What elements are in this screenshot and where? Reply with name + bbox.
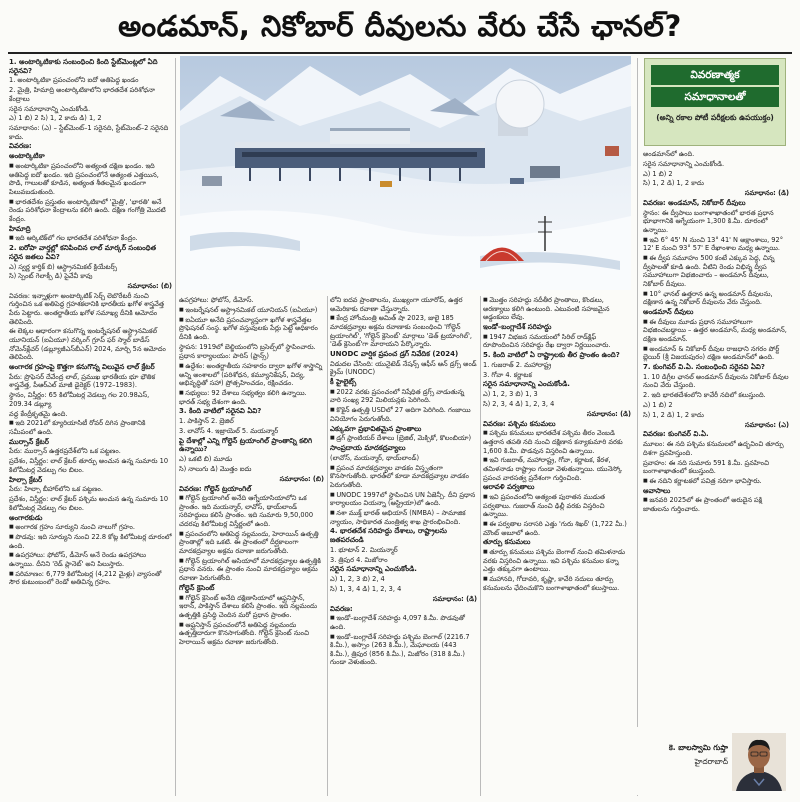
paragraph: ■ గోల్డెన్ క్రెసెంట్ అనేది దక్షిణాసియాలో ఆఫ్ఘనిస్తాన్, ఇరాన్, పాకిస్తాన్ దేశాలు కలిసే ప్రాంతం. ఇది నల్లమందు ఉత్పత్తికి ప్రసిద్ధి చెందిన మరో ప్రధాన ప్రాంతం. [179, 594, 324, 620]
paragraph-heading: వివరణ: గోల్డెన్ ట్రయాంగిల్ [179, 484, 252, 493]
column-divider [637, 58, 638, 796]
paragraph: 1. గుజరాత్ 2. మహారాష్ట్ర [483, 360, 552, 369]
paragraph: ■ ఆఫ్ఘనిస్తాన్ ప్రపంచంలోనే అతిపెద్ద నల్లమందు ఉత్పత్తిదారుగా కొనసాగుతోంది. గోల్డెన్ క్రెసెంట్ నుంచి హెరాయిన్ అక్రమ రవాణా జరుగుతోంది. [179, 621, 324, 647]
paragraph: ఉపగ్రహాలు: ఫోబోస్, డీమోస్. [179, 296, 254, 304]
paragraph: విడుదల చేసింది: యునైటెడ్ నేషన్స్ ఆఫీస్ ఆన్ డ్రగ్స్ అండ్ క్రైమ్ (UNODC) [330, 359, 477, 377]
paragraph: ■ ఐఏయూ అనేది ప్రపంచవ్యాప్తంగా ఖగోళ శాస్త్రవేత్తల ప్రొఫెషనల్ సంస్థ. ఖగోళ వస్తువులకు పేర్లు పెట్టే అధికారం దీనికి ఉంది. [179, 316, 324, 342]
paragraph: ■ ప్రపంచ మాదకద్రవ్యాల వాడకం విస్తృతంగా కొనసాగుతోంది. భారత్‌లో కూడా మాదకద్రవ్యాల వాడకం పెరుగుతోంది. [330, 464, 477, 490]
paragraph: సి) 1, 2 డి) 1, 2 కాదు [643, 179, 704, 188]
answer-line: సమాధానం: (బి) [127, 282, 172, 291]
paragraph: 1. 10 డిగ్రీల ఛానల్ అండమాన్ దీవులను నికోబార్ దీవుల నుంచి వేరు చేస్తుంది. [643, 372, 789, 390]
paragraph-heading: అండమాన్ దీవులు [643, 307, 694, 316]
paragraph: ■ సభ్యులు: 92 దేశాలు సభ్యత్వం కలిగి ఉన్నాయి. భారత్ సభ్య దేశంగా ఉంది. [179, 389, 324, 406]
paragraph: 1. పాకిస్తాన్ 2. బ్రెజిల్ [179, 417, 234, 426]
author-block [636, 727, 786, 795]
paragraph: ■ తూర్పు కనుమలు పశ్చిమ బెంగాల్ నుంచి తమిళనాడు వరకు విస్తరించి ఉన్నాయి. ఇవి పశ్చిమ కనుమల కన్నా ఎత్తు తక్కువగా ఉంటాయి. [483, 548, 631, 574]
paragraph: సరైన సమాధానాన్ని ఎంచుకోండి. [9, 104, 91, 113]
paragraph-heading: హిమాద్రి [9, 224, 31, 233]
paragraph: ■ UNODC 1997లో స్థాపించిన UN ఏజెన్సీ. దీని ప్రధాన కార్యాలయం వియన్నా (ఆస్ట్రియా)లో ఉంది. [330, 491, 477, 508]
paragraph: అండమాన్‌లో ఉంది. [643, 150, 695, 158]
column-2 [179, 296, 324, 796]
paragraph: ■ కేంద్ర హోంమంత్రి అమిత్ షా 2023, జులై 185 మాదకద్రవ్యాల అక్రమ రవాణాకు సంబంధించి 'గోల్డెన్ ట్రయాంగిల్', 'గోల్డెన్ క్రెసెంట్' మార్గాలు 'డెత్ ట్రయాంగిల్', 'డెత్ క్రెసెంట్'గా మారాయని పేర్కొన్నారు. [330, 314, 477, 348]
paragraph-heading: ముర్సాన్ క్రేటర్ [9, 437, 49, 446]
paragraph: ■ పొడవు: ఇది సూర్యుని నుంచి 22.8 కోట్ల కిలోమీటర్ల దూరంలో ఉంది. [9, 533, 172, 550]
paragraph: సి) స్పెంట్ గెలాక్సీ డి) పైవేవీ కావు [9, 272, 93, 281]
paragraph-heading: UNODC వార్షిక ప్రపంచ డ్రగ్ నివేదిక (2024) [330, 349, 459, 358]
paragraph: ■ ఇవి గుజరాత్, మహారాష్ట్ర, గోవా, కర్ణాటక, కేరళ, తమిళనాడు రాష్ట్రాల గుండా వెళుతున్నాయి. యునెస్కో ప్రపంచ వారసత్వ ప్రదేశంగా గుర్తించింది. [483, 456, 631, 482]
headline: అండమాన్, నికోబార్ దీవులను వేరు చేసే ఛానల్? [118, 9, 682, 43]
paragraph: స్థానం: ఈ ద్వీపాలు బంగాళాఖాతంలో భారత ప్రధాన భూభాగానికి ఆగ్నేయంగా 1,300 కి.మీ. దూరంలో ఉన్నాయి. [643, 208, 774, 234]
paragraph: పేరు: ముర్సాన్ ఉత్తరప్రదేశ్‌లోని ఒక పట్టణం. [9, 447, 121, 456]
paragraph-heading: 3. కింది వాటిలో సరైనవి ఏవి? [179, 407, 262, 416]
paragraph-heading: వివరణ: పశ్చిమ కనుమలు [483, 419, 556, 428]
paragraph: సరైన సమాధానాన్ని ఎంచుకోండి. [643, 159, 725, 168]
paragraph-heading: వివరణ: అండమాన్, నికోబార్ దీవులు [643, 198, 746, 207]
paragraph-heading: సాంప్రదాయ మాదకద్రవ్యాలు [330, 444, 406, 453]
paragraph: ■ ఈ ద్వీప సమూహం 500 కంటే ఎక్కువ పెద్ద, చిన్న ద్వీపాలతో కూడి ఉంది. వీటిని రెండు విభిన్న ద్వీప సమూహాలుగా విభజించారు – అండమాన్ దీవులు, నికోబార్ దీవులు. [643, 254, 789, 288]
paragraph: సమాధానం: (ఎ) – స్టేట్‌మెంట్–1 సరైనది, స్టేట్‌మెంట్–2 సరైనది కాదు. [9, 124, 169, 141]
paragraph: ■ ఈ నదిని కర్ణాటకలో పవిత్ర నదిగా భావిస్తారు. [643, 477, 789, 486]
paragraph-heading: 5. కింది వాటిలో ఏ రాష్ట్రాలకు తీర ప్రాంతం ఉంది? [483, 351, 620, 360]
paragraph: వద్ద కేంద్రీకృతమై ఉంది. [9, 409, 68, 418]
explanatory-answers-callout [644, 58, 786, 146]
paragraph-heading: కీ హైలైట్స్ [330, 378, 357, 387]
paragraph-heading: 4. భారతదేశ సరిహద్దు దేశాలు, రాష్ట్రాలను జతపరచండి [330, 527, 447, 545]
column-1 [9, 58, 172, 796]
paragraph: ■ అంటార్కిటికా ప్రపంచంలోని అత్యంత దక్షిణ ఖండం. ఇది అతిపెద్ద ఐదో ఖండం. ఇది ప్రపంచంలోనే అత్యంత ఎత్తయిన, పొడి, గాలులతో కూడిన, అత్యంత శీతలమైన ఖండంగా పిలువబడుతుంది. [9, 162, 172, 196]
paragraph: ■ ఉపగ్రహాలు: ఫోబోస్, డీమోస్ అనే రెండు ఉపగ్రహాలు ఉన్నాయి. దీనిని 'రెడ్ ప్లానెట్' అని పిలుస్తారు. [9, 551, 172, 568]
paragraph: ■ మొత్తం సరిహద్దు నదీతీర ప్రాంతాలు, కొండలు, అరణ్యాలు కలిగి ఉంటుంది. ఎటువంటి సహజమైన అడ్డంకులు లేవు. [483, 296, 631, 322]
paragraph: ప్రదేశం, విస్తీర్ణం: లాల్ క్రేటర్ తూర్పు అంచున ఉన్న సుమారు 10 కిలోమీటర్ల వెడల్పు గల బిలం. [9, 457, 169, 474]
radome [496, 80, 544, 128]
paragraph: ఎ) 1 బి) 2 [643, 169, 673, 178]
paragraph: ■ అండమాన్ & నికోబార్ దీవుల రాజధాని నగరం పోర్ట్ బ్లెయిర్ (శ్రీ విజయపురం) దక్షిణ అండమాన్‌లో ఉంది. [643, 345, 789, 362]
paragraph: ఈ లెక్కల ఆధారంగా కనుగొన్న ఇంటర్నేషనల్ ఆస్ట్రానమికల్ యూనియన్ (ఐఏయూ) వర్కింగ్ గ్రూప్ ఫర్ స్మాల్ బాడీస్ నోమెన్‌క్లేచర్ (డబ్ల్యూజీఎస్‌బీఎన్) 2024, మార్చి 5న ఆమోదం తెలిపింది. [9, 327, 166, 362]
paragraph: ■ పశ్చిమ కనుమలు భారతదేశ పశ్చిమ తీరం వెంబడి ఉత్తరాన తపతి నది నుంచి దక్షిణాన కన్యాకుమారి వరకు 1,600 కి.మీ. పొడవున విస్తరించి ఉన్నాయి. [483, 429, 631, 455]
paragraph: (లావోస్, మయన్మార్, థాయ్‌లాండ్) [330, 453, 420, 462]
paragraph: 2. మైత్రి, హిమాద్రి అంటార్కిటికాలోని భారతదేశ పరిశోధనా కేంద్రాలు [9, 86, 155, 103]
paragraph-heading: సరైన సమాధానాన్ని ఎంచుకోండి. [330, 565, 417, 574]
paragraph: లోని ఐదవ ప్రాంతాలను, ముఖ్యంగా యూరోప్, ఉత్తర అమెరికాకు రవాణా చేస్తున్నారు. [330, 296, 463, 313]
paragraph: స్థాపన: 1919లో బెల్జియంలోని బ్రసెల్స్‌లో స్థాపించారు. [179, 342, 316, 351]
paragraph-heading: ఆవాసాలు [643, 486, 671, 495]
paragraph: 3. గోవా 4. కర్ణాటక [483, 370, 532, 379]
paragraph: ■ 10° ఛానల్ ఉత్తరాన ఉన్న అండమాన్ దీవులను, దక్షిణాన ఉన్న నికోబార్ దీవులను వేరు చేస్తుంది. [643, 290, 789, 307]
paragraph: ■ గోల్డెన్ ట్రయాంగిల్ ఆసియాలో మాదకద్రవ్యాల ఉత్పత్తికి ప్రధాన వనరు. ఈ ప్రాంతం నుంచి మాదకద్రవ్యాల అక్రమ రవాణా పెరుగుతోంది. [179, 557, 324, 583]
paragraph-heading: 1. అంటార్కిటికాకు సంబంధించి కింది స్టేట్‌మెంట్లలో ఏది సరైనవి? [9, 58, 158, 75]
paragraph: పేరు: హిల్సా బీహార్‌లోని ఒక పట్టణం. [9, 485, 103, 494]
paragraph-heading: గోల్డెన్ క్రెసెంట్ [179, 583, 215, 592]
paragraph: సి) 1, 3, 4 డి) 1, 2, 3, 4 [330, 584, 402, 593]
paragraph: ■ జనవరి 2025లో ఈ ప్రాంతంలో అరుదైన పక్షి జాతులను గుర్తించారు. [643, 496, 789, 513]
paragraph: ■ ఇంటర్నేషనల్ ఆస్ట్రానమికల్ యూనియన్ (ఐఏయూ) [179, 306, 324, 315]
answer-line: సమాధానం: (డి) [586, 409, 631, 418]
research-station-photo [180, 56, 631, 290]
headline-rule [8, 52, 792, 54]
paragraph: మూలం: ఈ నది పశ్చిమ కనుమలలో ఉద్భవించి తూర్పు దిశగా ప్రవహిస్తుంది. [643, 440, 784, 457]
paragraph: ప్రధాన కార్యాలయం: పారిస్ (ఫ్రాన్స్) [179, 352, 269, 361]
paragraph-heading: అంటార్కిటికా [9, 152, 45, 161]
paragraph-heading: హిల్సా క్రేటర్ [9, 475, 43, 484]
paragraph: ■ నశా ముక్త్ భారత్ అభియాన్ (NMBA) – సామాజిక న్యాయం, సాధికారత మంత్రిత్వ శాఖ ప్రారంభించింది. [330, 509, 477, 526]
author-name: కె. బాలస్వామి గుప్తా [668, 743, 728, 752]
paragraph: పేరు: ప్రొఫెసర్ దేవేంద్ర లాల్, ప్రముఖ భారతీయ భూ భౌతిక శాస్త్రవేత్త, పీఆర్ఎల్ మాజీ డైరెక్టర్ (1972–1983). [9, 372, 156, 390]
paragraph: ■ 1947 విభజన సమయంలో సిరిల్ రాడ్‌క్లిఫ్ రూపొందించిన సరిహద్దు రేఖ ద్వారా నిర్ణయించారు. [483, 333, 631, 350]
paragraph: ■ ఈ దీవులు మూడు ప్రధాన సమూహాలుగా విభజించబడ్డాయి – ఉత్తర అండమాన్, మధ్య అండమాన్, దక్షిణ అండమాన్. [643, 318, 789, 344]
paragraph: ప్రవాహం: ఈ నది సుమారు 591 కి.మీ. ప్రవహించి బంగాళాఖాతంలో కలుస్తుంది. [643, 458, 770, 476]
paragraph: ■ 2022 వరకు ప్రపంచంలో నిషేధిత డ్రగ్స్ వాడుతున్న వారి సంఖ్య 292 మిలియన్లకు పెరిగింది. [330, 388, 477, 405]
author-city: హైదరాబాద్ [694, 757, 728, 766]
paragraph-heading: 7. కుంగివర్ వి.ఏ. సంబంధించి సరైనవి ఏవి? [643, 363, 765, 372]
callout-line-2: సమాధానాలతో [651, 87, 779, 107]
paragraph: 3. త్రిపుర 4. మిజోరాం [330, 555, 388, 564]
author-photo [732, 733, 786, 791]
answer-line: సమాధానం: (డి) [432, 594, 477, 603]
paragraph-heading: అంగారక గ్రహంపై కొత్తగా కనుగొన్న విలువైన లాల్ క్రేటర్ [9, 362, 155, 371]
answer-line: సమాధానం: (బి) [279, 474, 324, 483]
paragraph: ■ అంగారక గ్రహం సూర్యుని నుంచి నాలుగో గ్రహం. [9, 523, 172, 532]
paragraph-heading: అంగారకుడు [9, 513, 43, 522]
callout-line-1: వివరణాత్మక [651, 65, 779, 85]
paragraph: సి) 1, 2 డి) 1, 2 కాదు [643, 410, 704, 419]
paragraph: ■ డ్రగ్ ఫ్రాంటియర్ దేశాలు (బ్రెజిల్, మెక్సికో, కొలంబియా) [330, 434, 477, 443]
paragraph-heading: వివరణ: [9, 142, 32, 151]
answer-line: సమాధానం: (ఎ) [745, 420, 789, 429]
paragraph: సి) 2, 3, 4 డి) 1, 2, 3, 4 [483, 400, 555, 409]
paragraph: 1. భూటాన్ 2. మియన్మార్ [330, 545, 398, 554]
paragraph: ■ ఇవి ప్రపంచంలోని అత్యంత పురాతన ముడుత పర్వతాలు. గుజరాత్ నుంచి ఢిల్లీ వరకు విస్తరించి ఉన్నాయి. [483, 493, 631, 519]
paragraph: ఎ) 1 బి) 2 సి) 1, 2 కాదు డి) 1, 2 [9, 114, 102, 123]
paragraph: 3. లావోస్ 4. ఇజ్రాయెల్ 5. మయన్మార్ [179, 427, 279, 435]
paragraph: ఎ) స్వర్ణ కార్తిక్ బి) ఆస్ట్రానమికల్ క్రియేటర్స్ [9, 262, 118, 271]
paragraph: ■ ఈ పర్వతాల సరాసరి ఎత్తు 'గురు శిఖర్' (1,722 మీ.) మౌంట్ అబూలో ఉంది. [483, 520, 631, 537]
paragraph-heading: ఇండో–బంగ్లాదేశ్ సరిహద్దు [483, 322, 552, 331]
paragraph-heading: 2. ఐరోపా వార్తల్లో కనిపించిన లాల్ మార్కర్ సంబంధిత సరైన జతలు ఏవి? [9, 244, 157, 261]
column-4 [483, 296, 631, 726]
paragraph: ■ ప్రపంచంలోని అతిపెద్ద నల్లమందు, హెరాయిన్ ఉత్పత్తి ప్రాంతాల్లో ఇది ఒకటి. ఈ ప్రాంతంలో దీర్ఘకాలంగా మాదకద్రవ్యాల అక్రమ రవాణా జరుగుతోంది. [179, 530, 324, 556]
paragraph: స్థానం, విస్తీర్ణం: 65 కిలోమీటర్ల వెడల్పు గల 20.98ఎస్, 209.34 డబ్ల్యూ [9, 391, 150, 408]
paragraph: సి) నాలుగు డి) మొత్తం ఐదు [179, 464, 252, 473]
paragraph: ■ ఇండో–బంగ్లాదేశ్ సరిహద్దు పశ్చిమ బెంగాల్ (2216.7 కి.మీ.), అస్సాం (263 కి.మీ.), మేఘాలయ (443 కి.మీ.), త్రిపుర (856 కి.మీ.), మిజోరం (318 కి.మీ.) గుండా వెళుతుంది. [330, 633, 477, 667]
paragraph-heading: వివరణ: [330, 604, 353, 613]
column-5 [643, 150, 789, 796]
paragraph: ■ ఇండో–బంగ్లాదేశ్ సరిహద్దు 4,097 కి.మీ. పొడవుతో ఉంది. [330, 614, 477, 631]
paragraph: 1. అంటార్కిటికా ప్రపంచంలోని ఐదో అతిపెద్ద ఖండం [9, 76, 139, 85]
paragraph: ■ మహానది, గోదావరి, కృష్ణా, కావేరి నదులు తూర్పు కనుమలను ఛేదించుకొని బంగాళాఖాతంలో కలుస్తాయి. [483, 575, 631, 592]
column-divider [327, 296, 328, 796]
paragraph: ■ ఇవి 6° 45' N నుంచి 13° 41' N అక్షాంశాలు, 92° 12' E నుంచి 93° 57' E రేఖాంశాల మధ్య ఉన్నాయి. [643, 236, 789, 253]
column-divider [480, 296, 481, 796]
paragraph-heading: పై దేశాల్లో ఎన్ని గోల్డెన్ ట్రయాంగిల్ ప్రాంతాన్ని కలిగి ఉన్నాయి? [179, 436, 313, 454]
column-3 [330, 296, 477, 796]
research-station-illustration [180, 56, 631, 290]
paragraph: ■ ఉద్దేశం: అంతర్జాతీయ సహకారం ద్వారా ఖగోళ శాస్త్రాన్ని అన్ని అంశాలలో (పరిశోధన, కమ్యూనికేషన్, విద్య, అభివృద్ధితో సహా) ప్రోత్సహించడం, రక్షించడం. [179, 362, 324, 388]
paragraph-heading: ఎక్కువగా ప్రభావితమైన ప్రాంతాలు [330, 424, 422, 433]
column-divider [175, 58, 176, 796]
paragraph: ప్రదేశం, విస్తీర్ణం: లాల్ క్రేటర్ పశ్చిమ అంచున ఉన్న సుమారు 10 కిలోమీటర్ల వెడల్పు గల బిలం. [9, 495, 169, 512]
paragraph-heading: సరైన సమాధానాన్ని ఎంచుకోండి. [483, 380, 570, 389]
paragraph-heading: ఆరావళి పర్వతాలు [483, 483, 535, 492]
paragraph-heading: తూర్పు కనుమలు [483, 538, 531, 547]
answer-line: సమాధానం: (డి) [744, 189, 789, 198]
paragraph-heading: వివరణ: కుంగివర్ వి.ఏ. [643, 430, 709, 439]
paragraph: ఎ) 1 బి) 2 [643, 401, 673, 410]
paragraph: ■ ఇది ఆర్కిటిక్‌లో గల భారతదేశ పరిశోధనా కేంద్రం. [9, 234, 172, 243]
paragraph: ■ పరిమాణం: 6,779 కిలోమీటర్ల (4,212 మైళ్లు) వ్యాసంతో సౌర కుటుంబంలో రెండో అతిచిన్న గ్రహం. [9, 570, 172, 587]
paragraph: ■ గోల్డెన్ ట్రయాంగిల్ అనేది ఆగ్నేయాసియాలోని ఒక ప్రాంతం. ఇది మయన్మార్, లావోస్, థాయ్‌లాండ్ సరిహద్దులు కలిసే ప్రాంతం. ఇది సుమారు 9,50,000 చదరపు కిలోమీటర్ల విస్తీర్ణంలో ఉంది. [179, 494, 324, 528]
paragraph: ■ భారతదేశం ప్రస్తుతం అంటార్కిటికాలో 'మైత్రి', 'భారతి' అనే రెండు పరిశోధనా కేంద్రాలను కలిగి ఉంది. దక్షిణ గంగోత్రి మొదటి కేంద్రం. [9, 198, 172, 224]
paragraph: ■ ఇది 2021లో క్యూరియాసిటీ రోవర్ దిగిన ప్రాంతానికి సమీపంలో ఉంది. [9, 419, 172, 436]
paragraph: ఎ) 1, 2, 3 బి) 2, 4 [330, 575, 385, 584]
paragraph: ■ కొకైన్ ఉత్పత్తి USDలో 27 అదిగా పెరిగింది. గంజాయి వినియోగం పెరుగుతోంది. [330, 406, 477, 423]
paragraph: వివరణ: ఇన్నాళ్లుగా అంటార్కిటిక్ సెర్చ్ లెబొరేటరీ నుంచి గుర్తించిన ఒక అతిపెద్ద గ్రహశకలానికి భారతీయ ఖగోళ శాస్త్రవేత్త పేరు పెట్టారు. అంతర్జాతీయ ఖగోళ సమాఖ్య దీనికి ఆమోదం తెలిపింది. [9, 291, 164, 326]
paragraph: ఎ) 1, 2, 3 బి) 1, 3 [483, 390, 538, 399]
paragraph: 2. ఇది భారతదేశంలోని కావేరీ నదిలో కలుస్తుంది. [643, 391, 766, 400]
paragraph: ఎ) ఒకటి బి) మూడు [179, 455, 233, 464]
callout-line-3: (అన్ని రకాల పోటీ పరీక్షలకు ఉపయుక్తం) [656, 113, 774, 122]
